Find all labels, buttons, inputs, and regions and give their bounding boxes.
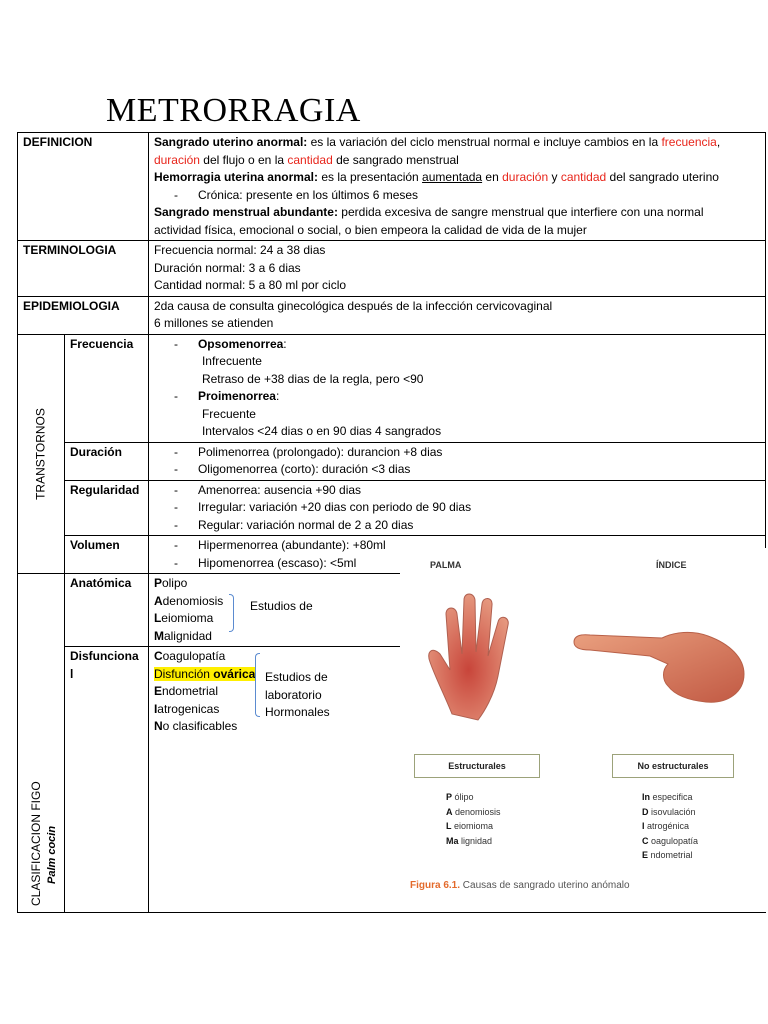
text: eiomioma xyxy=(451,821,494,831)
initial: Ma xyxy=(446,835,459,846)
clasificacion-label-cell xyxy=(18,574,65,913)
text: oagulopatía xyxy=(648,835,699,846)
transtornos-label: TRANSTORNOS xyxy=(33,407,48,500)
list-item: - Hipomenorrea (escaso): <5ml xyxy=(154,555,760,573)
text: de sangrado menstrual xyxy=(332,152,459,167)
text: l xyxy=(69,666,74,681)
text: Disfunciona xyxy=(69,649,139,663)
clasificacion-label: CLASIFICACION FIGO xyxy=(29,781,43,906)
term-sangrado: Sangrado uterino anormal: xyxy=(153,135,308,149)
text: especifica xyxy=(650,792,693,802)
initial: E xyxy=(153,684,162,698)
initial: C xyxy=(153,649,163,663)
text: Frecuente xyxy=(201,406,256,421)
disfuncional-label xyxy=(64,647,148,913)
text: 6 millones se atienden xyxy=(153,316,274,330)
highlight-text: Disfunción xyxy=(153,666,210,681)
text: : xyxy=(283,336,287,351)
list-item xyxy=(446,834,501,849)
row-frecuencia xyxy=(18,334,766,442)
text: Crónica: presente en los últimos 6 meses xyxy=(197,187,419,202)
anatomica-note: Estudios de xyxy=(249,599,313,613)
epidemiologia-label: EPIDEMIOLOGIA xyxy=(18,296,149,334)
caption-label: Figura 6.1. xyxy=(410,880,461,891)
highlight-cantidad: cantidad xyxy=(287,152,333,167)
text: denomiosis xyxy=(162,593,224,608)
no-estructurales-list xyxy=(642,790,698,863)
initial: N xyxy=(153,719,163,733)
text: 2da causa de consulta ginecológica después de la infección cervicovaginal xyxy=(153,298,553,313)
text: y xyxy=(548,170,561,184)
highlight-duracion: duración xyxy=(502,170,549,184)
text: en xyxy=(482,170,503,184)
figure-indice-label: ÍNDICE xyxy=(656,560,687,570)
figure-caption xyxy=(410,880,630,891)
initial: M xyxy=(153,628,164,643)
text: perdida excesiva de sangre menstrual que interfiere con una normal xyxy=(337,205,704,219)
text: denomiosis xyxy=(452,806,501,817)
initial: D xyxy=(642,806,649,817)
initial: I xyxy=(153,701,158,716)
highlight-text: ovárica xyxy=(209,666,256,681)
text: del flujo o en la xyxy=(199,152,288,167)
regularidad-content xyxy=(148,480,765,536)
row-terminologia xyxy=(18,241,766,297)
list-item: - Hipermenorrea (abundante): +80ml xyxy=(154,537,760,555)
text: del sangrado uterino xyxy=(606,170,719,184)
row-definicion xyxy=(18,133,766,241)
term-proimenorrea: Proimenorrea xyxy=(197,389,276,403)
list-item xyxy=(446,805,501,820)
no-estructurales-box: No estructurales xyxy=(612,754,734,778)
list-item: - Oligomenorrea (corto): duración <3 dias xyxy=(154,461,760,479)
text: lignidad xyxy=(458,835,493,846)
regularidad-label: Regularidad xyxy=(64,480,148,536)
list-item: - Irregular: variación +20 dias con periodo de 90 dias xyxy=(154,499,760,517)
volumen-label: Volumen xyxy=(64,536,148,574)
anatomica-label: Anatómica xyxy=(64,574,148,647)
frecuencia-content xyxy=(148,334,765,442)
estructurales-list xyxy=(446,790,501,848)
transtornos-label-cell xyxy=(18,334,65,574)
initial: In xyxy=(642,792,650,802)
text: ólipo xyxy=(452,792,474,802)
text: laboratorio xyxy=(264,687,322,702)
list-item xyxy=(642,834,698,849)
text: Hipermenorrea (abundante): +80ml xyxy=(197,538,386,552)
text: es la variación del ciclo menstrual normal e incluye cambios en la xyxy=(307,135,662,149)
list-item xyxy=(446,790,501,805)
list-item xyxy=(446,819,501,834)
text: alignidad xyxy=(163,628,212,643)
initial: P xyxy=(153,576,162,590)
list-item xyxy=(642,819,698,834)
list-item: - Amenorrea: ausencia +90 dias xyxy=(154,482,760,500)
highlight-cantidad: cantidad xyxy=(560,170,607,184)
text: Infrecuente xyxy=(201,354,262,368)
figure-palma-label: PALMA xyxy=(430,560,462,570)
terminologia-label: TERMINOLOGIA xyxy=(18,241,149,297)
list-item xyxy=(642,790,698,805)
list-item xyxy=(642,848,698,863)
estructurales-box: Estructurales xyxy=(414,754,540,778)
text: olipo xyxy=(161,576,188,590)
text: oagulopatía xyxy=(162,649,226,663)
pointing-hand-icon xyxy=(570,620,750,710)
terminologia-content xyxy=(148,241,765,297)
highlight-duracion: duración xyxy=(153,152,200,167)
figure-palm-coein xyxy=(400,548,766,893)
text: Irregular: variación +20 dias con periodo de 90 dias xyxy=(197,500,472,514)
caption-text: Causas de sangrado uterino anómalo xyxy=(460,880,630,891)
text: eiomioma xyxy=(161,611,214,625)
row-epidemiologia xyxy=(18,296,766,334)
text: isovulación xyxy=(648,806,696,817)
list-item: - Regular: variación normal de 2 a 20 dias xyxy=(154,517,760,535)
text: o clasificables xyxy=(162,719,238,733)
term-opsomenorrea: Opsomenorrea xyxy=(197,336,284,351)
clasificacion-sublabel: Palm cocin xyxy=(46,825,58,884)
text: es la presentación xyxy=(317,170,423,184)
text: actividad física, emocional o social, o bien empeora la calidad de vida de la mujer xyxy=(153,222,587,237)
initial: A xyxy=(446,806,453,817)
list-item: - Crónica: presente en los últimos 6 meses xyxy=(154,187,760,205)
brace-icon xyxy=(255,653,260,717)
text: , xyxy=(716,135,721,149)
text: Frecuencia normal: 24 a 38 dias xyxy=(153,243,326,257)
epidemiologia-content xyxy=(148,296,765,334)
disfuncional-note xyxy=(264,669,330,719)
list-item: - Proimenorrea: xyxy=(173,389,280,403)
row-regularidad xyxy=(18,480,766,536)
text: Duración normal: 3 a 6 dias xyxy=(153,260,301,275)
initial: A xyxy=(153,593,163,608)
term-hemorragia: Hemorragia uterina anormal: xyxy=(153,170,318,184)
duracion-content xyxy=(148,442,765,480)
list-item: - Opsomenorrea: xyxy=(173,336,287,351)
text: Intervalos <24 dias o en 90 dias 4 sangrados xyxy=(201,424,442,438)
text: : xyxy=(275,389,280,403)
underline-aumentada: aumentada xyxy=(422,170,483,184)
page-title: METRORRAGIA xyxy=(106,92,361,129)
initial: L xyxy=(153,611,162,625)
initial: I xyxy=(642,821,645,831)
text: Cantidad normal: 5 a 80 ml por ciclo xyxy=(153,278,347,292)
palm-hand-icon xyxy=(422,584,532,724)
text: Oligomenorrea (corto): duración <3 dias xyxy=(197,462,411,476)
definicion-content xyxy=(148,133,765,241)
text: ndometrial xyxy=(161,684,218,698)
text: Regular: variación normal de 2 a 20 dias xyxy=(197,517,414,532)
initial: C xyxy=(642,835,649,846)
text: Polimenorrea (prolongado): durancion +8 dias xyxy=(197,444,443,459)
duracion-label: Duración xyxy=(64,442,148,480)
initial: L xyxy=(446,821,452,831)
text: atrogenicas xyxy=(157,701,220,716)
frecuencia-label: Frecuencia xyxy=(64,334,148,442)
text: Hipomenorrea (escaso): <5ml xyxy=(197,555,357,570)
text: Estudios de xyxy=(264,670,328,684)
initial: P xyxy=(446,792,453,802)
initial: E xyxy=(642,850,649,860)
list-item xyxy=(642,805,698,820)
text: Retraso de +38 dias de la regla, pero <90 xyxy=(201,371,424,386)
row-duracion xyxy=(18,442,766,480)
highlight-frecuencia: frecuencia xyxy=(661,135,717,149)
text: atrogénica xyxy=(644,821,690,831)
text: ndometrial xyxy=(648,850,693,860)
brace-icon xyxy=(229,594,234,632)
definicion-label: DEFINICION xyxy=(18,133,149,241)
list-item: - Polimenorrea (prolongado): durancion +8 dias xyxy=(154,444,760,462)
text: Amenorrea: ausencia +90 dias xyxy=(197,482,362,497)
term-abundante: Sangrado menstrual abundante: xyxy=(153,205,338,219)
text: Hormonales xyxy=(264,705,330,719)
